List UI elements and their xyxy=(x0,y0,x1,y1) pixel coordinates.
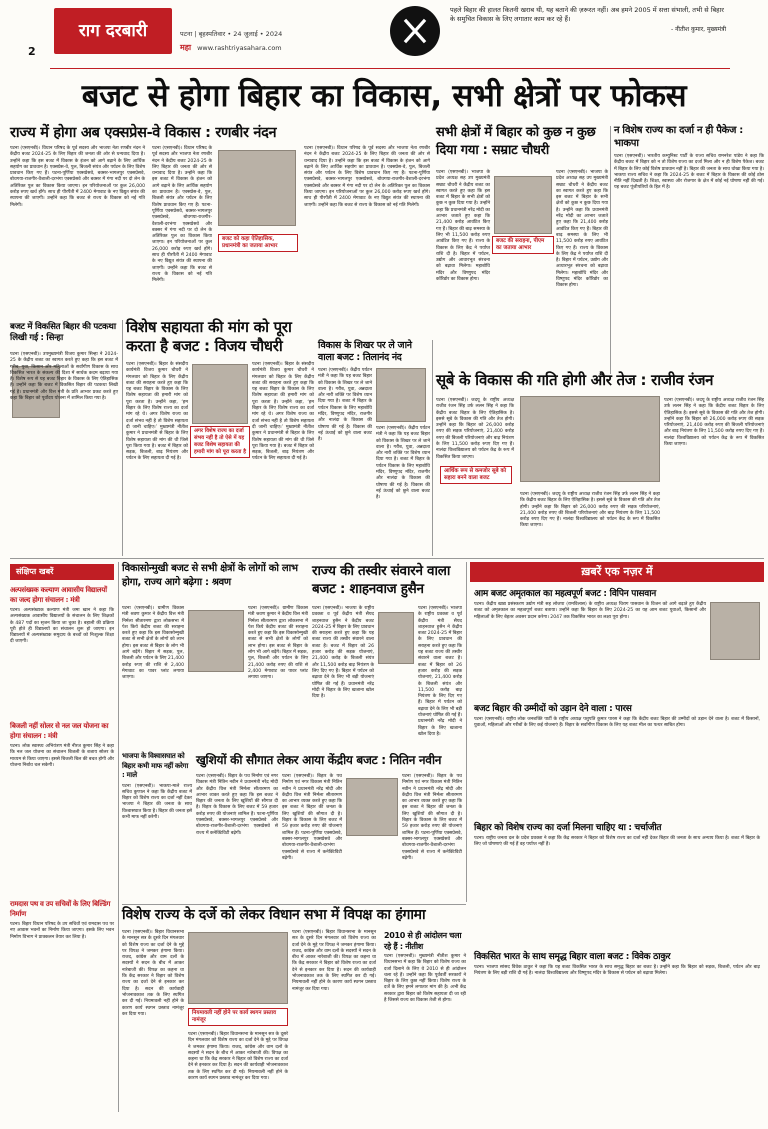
article-body: पटना (एसएनबी)। ग्रामीण विकास मंत्री श्रवण कुमार ने केंद्रीय वित्त मंत्री निर्मला सीतारमण द्वारा लोकसभा में पेश किये केंद्रीय बजट की सराहना करते हुए कहा कि इस विकासोन्मुखी बजट से सभी क्षेत्रों के लोगों को लाभ होगा। इस बजट से बिहार के लोग भी आगे बढ़ेंगे। बिहार में सड़क, पुल, बिजली और पर्यटन के लिए 21,400 करोड़ रुपए की राशि से 2,400 मेगावाट का पावर प्लांट लगाया जाएगा। xyxy=(122,606,184,681)
article-body-col2: पटना (एसएनबी)। भाजपा के राष्ट्रीय प्रवक्ता व पूर्व केंद्रीय मंत्री सैयद शाहनवाज हुसैन ने केंद्रीय बजट 2024-25 में बिहार के लिए प्रावधान की सराहना करते हुए कहा कि यह बजट राज्य की तस्वीर संवारने वाला बजट है। बजट में बिहार को 26 हजार करोड़ की सड़क योजनाएं, 21,400 करोड़ के बिजली संयंत्र और 11,500 करोड़ बाढ़ नियंत्रण के लिए दिए गए हैं। बिहार में पर्यटन को बढ़ावा देने के लिए भी बड़ी योजनाएं घोषित की गई हैं। प्रधानमंत्री नरेंद्र मोदी ने बिहार के लिए खजाना खोल दिया है। xyxy=(418,606,462,737)
article-body: पटना (एसएनबी)। भाकपा-माले राज्य सचिव कुणाल ने कहा कि केंद्रीय बजट में बिहार को विशेष राज्य का दर्जा नहीं देकर भाजपा ने बिहार की जनता के साथ विश्वासघात किया है। बिहार की जनता इसे कभी माफ नहीं करेगी। xyxy=(122,783,192,820)
article-headline: विकासोन्मुखी बजट से सभी क्षेत्रों के लोगों को लाभ होगा, राज्य आगे बढ़ेगा : श्रवण xyxy=(122,563,298,588)
article-samrat xyxy=(436,124,608,314)
article-shravan xyxy=(122,562,308,748)
glance-item xyxy=(470,822,764,946)
column-divider xyxy=(122,320,123,556)
article-male xyxy=(122,752,192,872)
article-body: पटना (एसएनबी)। बिहार विधानसभा के मानसून सत्र के दूसरे दिन मंगलवार को विशेष राज्य का दर्जा देने के मुद्दे पर विपक्ष ने जमकर हंगामा किया। राजद, कांग्रेस और वाम दलों के सदस्यों ने सदन के बीच में आकर नारेबाजी की। विपक्ष का कहना था कि केंद्र सरकार ने बिहार को विशेष राज्य का दर्जा देने से इनकार कर दिया है। सदन की कार्यवाही भोजनावकाश तक के लिए स्थगित कर दी गई। नियमावली नहीं होने के कारण कार्य स्थगन प्रस्ताव नामंजूर कर दिया गया। xyxy=(122,930,184,1017)
article-body: पटना (एसएनबी)। बिहार के पथ निर्माण एवं नगर विकास मंत्री नितिन नवीन ने प्रधानमंत्री नरेंद्र मोदी और केंद्रीय वित्त मंत्री निर्मला सीतारमण का आभार व्यक्त करते हुए कहा कि इस बजट ने बिहार की जनता के लिए खुशियों की सौगात दी है। बिहार के विकास के लिए बजट में 59 हजार करोड़ रुपए की योजनाएं शामिल हैं। पटना-पूर्णिया एक्सप्रेसवे, बक्सर-भागलपुर एक्सप्रेसवे और बोधगया-राजगीर-वैशाली-दरभंगा एक्सप्रेसवे से राज्य में कनेक्टिविटी बढ़ेगी। xyxy=(196,774,278,836)
column-divider xyxy=(610,126,611,374)
sidebar-item xyxy=(10,900,114,1072)
article-nitish xyxy=(384,930,466,1116)
article-sinha xyxy=(10,322,118,554)
article-headline: 2010 से ही आंदोलन चला रहे हैं : नीतीश xyxy=(384,931,462,951)
glance-item-headline: विकसित भारत के साथ समृद्ध बिहार वाला बजट : विवेक ठाकुर xyxy=(474,952,671,962)
article-headline: सभी क्षेत्रों में बिहार को कुछ न कुछ दिया गया : सम्राट चौधरी xyxy=(436,125,596,158)
article-ranbir xyxy=(10,124,430,314)
article-headline: विशेष राज्य के दर्जे को लेकर विधान सभा में विपक्ष का हंगामा xyxy=(122,907,426,923)
sidebar-item-headline: बिजली नहीं सोलर से नल जल योजना का होगा संचालन : मंत्री xyxy=(10,722,109,740)
masthead-info xyxy=(180,30,415,56)
article-body: पटना (एसएनबी)। विधान परिषद के पूर्व सदस्य और भाजपा नेता रणबीर नंदन ने केंद्रीय बजट 2024-25 के लिए बिहार की जनता की ओर से धन्यवाद दिया है। उन्होंने कहा कि इस बजट में विकास के इंजन को आगे बढ़ाने के लिए आर्थिक सहयोग का प्रावधान है। एक्सप्रेस-वे, पुल, बिजली संयंत्र और पर्यटन के लिए विशेष प्रावधान किए गए हैं। पटना-पूर्णिया एक्सप्रेसवे, बक्सर-भागलपुर एक्सप्रेसवे, बोधगया-राजगीर-वैशाली-दरभंगा एक्सप्रेसवे और बक्सर में गंगा नदी पर दो लेन के अतिरिक्त पुल का विकास किया जाएगा। इन परियोजनाओं पर कुल 26,000 करोड़ रुपए खर्च होंगे। साथ ही पीरपैंती में 2400 मेगावाट के नए विद्युत संयंत्र की स्थापना की जाएगी। उन्होंने कहा कि बजट से राज्य के विकास को नई गति मिलेगी। xyxy=(10,146,145,208)
news-glance xyxy=(470,562,764,1114)
article-photo xyxy=(520,396,660,482)
sidebar-item-body: पटना। अल्पसंख्यक कल्याण मंत्री जमा खान ने कहा कि अल्पसंख्यक आवासीय विद्यालयों के संचालन के लिए शिक्षकों के 487 पदों का सृजन किया जा चुका है। बहाली की प्रक्रिया पूरी होते ही विद्यालयों का संचालन शुरू हो जाएगा। इन विद्यालयों में अल्पसंख्यक समुदाय के बच्चों को निःशुल्क शिक्षा दी जाएगी। xyxy=(10,608,114,645)
x-logo-icon xyxy=(390,6,440,56)
sidebar-item-headline: रामदास पथ व उप सचिवों के लिए बिल्डिंग निर्माण xyxy=(10,900,111,918)
section-name: राग दरबारी xyxy=(78,20,148,41)
article-tilanand xyxy=(318,340,430,556)
photo-caption: बजट की सराहना, पीएम का जताया आभार xyxy=(492,236,554,254)
article-body: पटना (एसएनबी)। मुख्यमंत्री नीतीश कुमार ने विधानसभा में कहा कि बिहार को विशेष राज्य का दर्जा दिलाने के लिए वे 2010 से ही आंदोलन चला रहे हैं। उन्होंने कहा कि पूर्ववर्ती सरकारों ने बिहार के लिए कुछ नहीं किया। विशेष राज्य के दर्जे के लिए हमने लगातार मांग की है। अभी केंद्र सरकार द्वारा बिहार को विशेष सहायता दी जा रही है जिससे राज्य का विकास तेजी से होगा। xyxy=(384,954,466,1004)
column-divider xyxy=(466,562,467,902)
article-photo xyxy=(218,150,296,226)
article-body-col2: पटना (एसएनबी)। बिहार के पथ निर्माण एवं नगर विकास मंत्री नितिन नवीन ने प्रधानमंत्री नरेंद्र मोदी और केंद्रीय वित्त मंत्री निर्मला सीतारमण का आभार व्यक्त करते हुए कहा कि इस बजट ने बिहार की जनता के लिए खुशियों की सौगात दी है। बिहार के विकास के लिए बजट में 59 हजार करोड़ रुपए की योजनाएं शामिल हैं। पटना-पूर्णिया एक्सप्रेसवे, बक्सर-भागलपुर एक्सप्रेसवे और बोधगया-राजगीर-वैशाली-दरभंगा एक्सप्रेसवे से राज्य में कनेक्टिविटी बढ़ेगी। xyxy=(282,774,342,861)
page-number: 2 xyxy=(28,45,36,58)
article-body-col2: पटना (एसएनबी)। बिहार के संसदीय कार्यमंत्री विजय कुमार चौधरी ने मंगलवार को बिहार के लिए केंद्रीय बजट की सराहना करते हुए कहा कि यह बजट बिहार के विकास के लिए विशेष सहायता की हमारी मांग को पूरा करता है। उन्होंने कहा, ‘हम बिहार के लिए विशेष राज्य का दर्जा मांग रहे थे। अगर विशेष राज्य का दर्जा संभव नहीं है तो विशेष सहायता दी जानी चाहिए।’ मुख्यमंत्री नीतीश कुमार ने प्रधानमंत्री से बिहार के लिए विशेष सहायता की मांग की थी जिसे पूरा किया गया है। बजट में बिहार को सड़क, बिजली, बाढ़ नियंत्रण और पर्यटन के लिए सहायता दी गई है। xyxy=(252,362,314,462)
article-vijay xyxy=(126,318,314,556)
glance-item-headline: बिहार को विशेष राज्य का दर्जा मिलना चाहिए था : चर्चाजीत xyxy=(474,823,662,833)
article-body-col2: पटना (एसएनबी)। भाजपा के प्रदेश अध्यक्ष सह उप मुख्यमंत्री सम्राट चौधरी ने केंद्रीय बजट का स्वागत करते हुए कहा कि इस बजट में बिहार के सभी क्षेत्रों को कुछ न कुछ दिया गया है। उन्होंने कहा कि प्रधानमंत्री नरेंद्र मोदी का आभार जताते हुए कहा कि 21,400 करोड़ आवंटित किए गए हैं। बिहार की बाढ़ समस्या के लिए भी 11,500 करोड़ रुपए आवंटित किए गए हैं। राज्य के विकास के लिए केंद्र ने पर्याप्त राशि दी है। बिहार में पर्यटन, उद्योग और आधारभूत संरचना को बढ़ावा मिलेगा। महाबोधि मंदिर और विष्णुपद मंदिर कॉरिडोर का विकास होगा। xyxy=(556,170,608,289)
photo-caption: बजट को कहा ऐतिहासिक, प्रधानमंत्री का जताया आभार xyxy=(218,234,298,252)
column-divider xyxy=(118,562,119,1112)
quote-text: पहले बिहार की हालत कितनी खराब थी, यह बताने की ज़रूरत नहीं। अब हमने 2005 में सत्ता संभाली, तभी से बिहार के समुचित विकास के लिए लगातार काम कर रहे हैं। xyxy=(450,6,724,23)
sidebar-item-headline: अल्पसंख्यक कल्याण आवासीय विद्यालयों का जल्द होगा संचालन : मंत्री xyxy=(10,586,107,604)
sidebar-item-body: पटना। लोक स्वास्थ्य अभियंत्रण मंत्री नीरज कुमार सिंह ने कहा कि नल जल योजना का संचालन बिजली के बजाय सोलर के माध्यम से किया जाएगा। इससे बिजली बिल की बचत होगी और योजना निर्बाध चल सकेगी। xyxy=(10,744,114,768)
photo-caption: नियमावली नहीं होने पर कार्य स्थगन प्रस्ताव नामंजूर xyxy=(188,1008,288,1026)
article-headline: खुशियों की सौगात लेकर आया केंद्रीय बजट : नितिन नवीन xyxy=(196,753,442,767)
glance-item-headline: बजट बिहार की उम्मीदों को उड़ान देने वाला : पारस xyxy=(474,704,632,714)
glance-item-body: पटना। केंद्रीय खाद्य प्रसंस्करण उद्योग मंत्री सह लोजपा (रामविलास) के राष्ट्रीय अध्यक्ष चिराग पासवान के विजन को आगे बढ़ाते हुए केंद्रीय बजट को अमृतकाल का महत्वपूर्ण बजट बताया। उन्होंने कहा कि बिहार के लिए 2024-25 का यह आम बजट युवाओं, किसानों और महिलाओं के लिए बेहतर अवसर प्रदान करेगा। 2047 तक विकसित भारत का लक्ष्य पूरा होगा। xyxy=(474,602,706,620)
article-body: पटना (एसएनबी)। केंद्रीय पर्यटन मंत्री ने कहा कि यह बजट बिहार को विकास के शिखर पर ले जाने वाला है। गरीब, युवा, अन्नदाता और नारी शक्ति पर विशेष ध्यान दिया गया है। बजट में बिहार के पर्यटन विकास के लिए महाबोधि मंदिर, विष्णुपद मंदिर, राजगीर और नालंदा के विकास की घोषणा की गई है। विकास की नई ऊंचाई को छूने वाला बजट है। xyxy=(318,368,372,443)
quote-author: - नीतीश कुमार, मुख्यमंत्री xyxy=(671,26,726,33)
article-photo xyxy=(378,612,414,664)
article-body: पटना (एसएनबी)। उपमुख्यमंत्री विजय कुमार सिन्हा ने 2024-25 के केंद्रीय बजट का स्वागत करते हुए कहा कि इस बजट में गरीब, युवा, किसान और महिलाओं के सर्वांगीण विकास के साथ विकसित भारत के संकल्प की दिशा में सार्थक कदम बढ़ाया गया है। विशेष रूप से यह बजट बिहार के विकास के लिए ऐतिहासिक है। उन्होंने कहा कि बजट में विकसित बिहार की पटकथा लिखी गई है। प्रधानमंत्री और वित्त मंत्री के प्रति आभार प्रकट करते हुए कहा कि बिहार को पूर्वोदय योजना में शामिल किया गया है। xyxy=(10,352,118,402)
sidebar-item xyxy=(10,722,114,894)
article-body-col3: पटना (एसएनबी)। विधान परिषद के पूर्व सदस्य और भाजपा नेता रणबीर नंदन ने केंद्रीय बजट 2024-25 के लिए बिहार की जनता की ओर से धन्यवाद दिया है। उन्होंने कहा कि इस बजट में विकास के इंजन को आगे बढ़ाने के लिए आर्थिक सहयोग का प्रावधान है। एक्सप्रेस-वे, पुल, बिजली संयंत्र और पर्यटन के लिए विशेष प्रावधान किए गए हैं। पटना-पूर्णिया एक्सप्रेसवे, बक्सर-भागलपुर एक्सप्रेसवे, बोधगया-राजगीर-वैशाली-दरभंगा एक्सप्रेसवे और बक्सर में गंगा नदी पर दो लेन के अतिरिक्त पुल का विकास किया जाएगा। इन परियोजनाओं पर कुल 26,000 करोड़ रुपए खर्च होंगे। साथ ही पीरपैंती में 2400 मेगावाट के नए विद्युत संयंत्र की स्थापना की जाएगी। उन्होंने कहा कि बजट से राज्य के विकास को नई गति मिलेगी। xyxy=(304,146,430,208)
article-body-col3: पटना (एसएनबी)। बिहार के पथ निर्माण एवं नगर विकास मंत्री नितिन नवीन ने प्रधानमंत्री नरेंद्र मोदी और केंद्रीय वित्त मंत्री निर्मला सीतारमण का आभार व्यक्त करते हुए कहा कि इस बजट ने बिहार की जनता के लिए खुशियों की सौगात दी है। बिहार के विकास के लिए बजट में 59 हजार करोड़ रुपए की योजनाएं शामिल हैं। पटना-पूर्णिया एक्सप्रेसवे, बक्सर-भागलपुर एक्सप्रेसवे और बोधगया-राजगीर-वैशाली-दरभंगा एक्सप्रेसवे से राज्य में कनेक्टिविटी बढ़ेगी। xyxy=(402,774,462,861)
location-date: पटना | बृहस्पतिवार • 24 जुलाई • 2024 xyxy=(180,30,283,38)
glance-item xyxy=(470,588,764,698)
article-body-col2: पटना (एसएनबी)। विधान परिषद के पूर्व सदस्य और भाजपा नेता रणबीर नंदन ने केंद्रीय बजट 2024-25 के लिए बिहार की जनता की ओर से धन्यवाद दिया है। उन्होंने कहा कि इस बजट में विकास के इंजन को आगे बढ़ाने के लिए आर्थिक सहयोग का प्रावधान है। एक्सप्रेस-वे, पुल, बिजली संयंत्र और पर्यटन के लिए विशेष प्रावधान किए गए हैं। पटना-पूर्णिया एक्सप्रेसवे, बक्सर-भागलपुर एक्सप्रेसवे, बोधगया-राजगीर-वैशाली-दरभंगा एक्सप्रेसवे और बक्सर में गंगा नदी पर दो लेन के अतिरिक्त पुल का विकास किया जाएगा। इन परियोजनाओं पर कुल 26,000 करोड़ रुपए खर्च होंगे। साथ ही पीरपैंती में 2400 मेगावाट के नए विद्युत संयंत्र की स्थापना की जाएगी। उन्होंने कहा कि बजट से राज्य के विकास को नई गति मिलेगी। xyxy=(152,146,212,284)
banner-headline: बजट से होगा बिहार का विकास, सभी क्षेत्रों पर फोकस xyxy=(81,78,687,114)
article-shahnawaz xyxy=(312,562,462,748)
article-body-col3: पटना (एसएनबी)। बिहार विधानसभा के मानसून सत्र के दूसरे दिन मंगलवार को विशेष राज्य का दर्जा देने के मुद्दे पर विपक्ष ने जमकर हंगामा किया। राजद, कांग्रेस और वाम दलों के सदस्यों ने सदन के बीच में आकर नारेबाजी की। विपक्ष का कहना था कि केंद्र सरकार ने बिहार को विशेष राज्य का दर्जा देने से इनकार कर दिया है। सदन की कार्यवाही भोजनावकाश तक के लिए स्थगित कर दी गई। नियमावली नहीं होने के कारण कार्य स्थगन प्रस्ताव नामंजूर कर दिया गया। xyxy=(292,930,376,992)
article-body: पटना (एसएनबी)। जदयू के राष्ट्रीय अध्यक्ष राजीव रंजन सिंह उर्फ ललन सिंह ने कहा कि केंद्रीय बजट बिहार के लिए ऐतिहासिक है। इससे सूबे के विकास की गति और तेज होगी। उन्होंने कहा कि बिहार को 26,000 करोड़ रुपए की सड़क परियोजनाएं, 21,400 करोड़ रुपए की बिजली परियोजनाएं और बाढ़ नियंत्रण के लिए 11,500 करोड़ रुपए दिए गए हैं। नालंदा विश्वविद्यालय को पर्यटन केंद्र के रूप में विकसित किया जाएगा। xyxy=(436,398,514,460)
article-body-col3: पटना (एसएनबी)। जदयू के राष्ट्रीय अध्यक्ष राजीव रंजन सिंह उर्फ ललन सिंह ने कहा कि केंद्रीय बजट बिहार के लिए ऐतिहासिक है। इससे सूबे के विकास की गति और तेज होगी। उन्होंने कहा कि बिहार को 26,000 करोड़ रुपए की सड़क परियोजनाएं, 21,400 करोड़ रुपए की बिजली परियोजनाएं और बाढ़ नियंत्रण के लिए 11,500 करोड़ रुपए दिए गए हैं। नालंदा विश्वविद्यालय को पर्यटन केंद्र के रूप में विकसित किया जाएगा। xyxy=(664,398,764,448)
article-nitin xyxy=(196,752,462,902)
column-divider xyxy=(432,340,433,556)
article-body: पटना (एसएनबी)। भाजपा के राष्ट्रीय प्रवक्ता व पूर्व केंद्रीय मंत्री सैयद शाहनवाज हुसैन ने केंद्रीय बजट 2024-25 में बिहार के लिए प्रावधान की सराहना करते हुए कहा कि यह बजट राज्य की तस्वीर संवारने वाला बजट है। बजट में बिहार को 26 हजार करोड़ की सड़क योजनाएं, 21,400 करोड़ के बिजली संयंत्र और 11,500 करोड़ बाढ़ नियंत्रण के लिए दिए गए हैं। बिहार में पर्यटन को बढ़ावा देने के लिए भी बड़ी योजनाएं घोषित की गई हैं। प्रधानमंत्री नरेंद्र मोदी ने बिहार के लिए खजाना खोल दिया है। xyxy=(312,606,374,700)
article-body-col2: पटना (एसएनबी)। केंद्रीय पर्यटन मंत्री ने कहा कि यह बजट बिहार को विकास के शिखर पर ले जाने वाला है। गरीब, युवा, अन्नदाता और नारी शक्ति पर विशेष ध्यान दिया गया है। बजट में बिहार के पर्यटन विकास के लिए महाबोधि मंदिर, विष्णुपद मंदिर, राजगीर और नालंदा के विकास की घोषणा की गई है। विकास की नई ऊंचाई को छूने वाला बजट है। xyxy=(376,426,430,501)
sidebar-header-label: संक्षिप्त खबरें xyxy=(16,567,54,577)
mast-rule xyxy=(50,68,730,69)
glance-item-photo xyxy=(710,602,760,660)
article-photo xyxy=(346,778,398,836)
article-body: पटना (एसएनबी)। भारतीय कम्युनिस्ट पार्टी के राज्य सचिव रामनरेश पांडेय ने कहा कि केंद्रीय बजट में बिहार को न तो विशेष राज्य का दर्जा मिला और न ही विशेष पैकेज। बजट में बिहार के लिए कोई विशेष प्रावधान नहीं है। बिहार की जनता के साथ धोखा किया गया है। भाकपा राज्य सचिव ने कहा कि 2024-25 के बजट में बिहार के विकास की कोई ठोस नीति नहीं दिखती है। शिक्षा, स्वास्थ्य और रोजगार के क्षेत्र में कोई नई घोषणा नहीं की गई। यह बजट पूंजीपतियों के हित में है। xyxy=(614,154,764,191)
article-headline: राज्य की तस्वीर संवारने वाला बजट : शाहनवाज हुसैन xyxy=(312,563,451,597)
article-body: पटना (एसएनबी)। बिहार के संसदीय कार्यमंत्री विजय कुमार चौधरी ने मंगलवार को बिहार के लिए केंद्रीय बजट की सराहना करते हुए कहा कि यह बजट बिहार के विकास के लिए विशेष सहायता की हमारी मांग को पूरा करता है। उन्होंने कहा, ‘हम बिहार के लिए विशेष राज्य का दर्जा मांग रहे थे। अगर विशेष राज्य का दर्जा संभव नहीं है तो विशेष सहायता दी जानी चाहिए।’ मुख्यमंत्री नीतीश कुमार ने प्रधानमंत्री से बिहार के लिए विशेष सहायता की मांग की थी जिसे पूरा किया गया है। बजट में बिहार को सड़क, बिजली, बाढ़ नियंत्रण और पर्यटन के लिए सहायता दी गई है। xyxy=(126,362,188,462)
article-photo xyxy=(188,932,288,1004)
website[interactable]: www.rashtriyasahara.com xyxy=(197,43,282,52)
masthead xyxy=(0,0,768,72)
row-divider xyxy=(10,558,764,559)
glance-item-headline: आम बजट अमृतकाल का महत्वपूर्ण बजट : विपिन पासवान xyxy=(474,589,656,599)
section-badge xyxy=(54,8,172,54)
sidebar-brief xyxy=(10,564,114,1114)
article-headline: राज्य में होगा अब एक्सप्रेस-वे विकास : रणबीर नंदन xyxy=(10,125,277,141)
article-headline: बजट में विकसित बिहार की पटकथा लिखी गई : सिन्हा xyxy=(10,322,116,343)
glance-item-body: पटना (एसएनबी)। राष्ट्रीय लोक जनशक्ति पार्टी के राष्ट्रीय अध्यक्ष पशुपति कुमार पारस ने कहा कि केंद्रीय बजट बिहार की उम्मीदों को उड़ान देने वाला है। बजट में किसानों, युवाओं, महिलाओं और गरीबों के लिए कई योजनाएं हैं। बिहार के सर्वांगीण विकास के लिए यह बजट मील का पत्थर साबित होगा। xyxy=(474,717,760,729)
sidebar-header xyxy=(10,564,114,580)
article-headline: सूबे के विकास की गति होगी और तेज : राजीव रंजन xyxy=(436,371,714,389)
article-headline: विकास के शिखर पर ले जाने वाला बजट : तिलानंद नंद xyxy=(318,340,412,363)
article-body: पटना (एसएनबी)। भाजपा के प्रदेश अध्यक्ष सह उप मुख्यमंत्री सम्राट चौधरी ने केंद्रीय बजट का स्वागत करते हुए कहा कि इस बजट में बिहार के सभी क्षेत्रों को कुछ न कुछ दिया गया है। उन्होंने कहा कि प्रधानमंत्री नरेंद्र मोदी का आभार जताते हुए कहा कि 21,400 करोड़ आवंटित किए गए हैं। बिहार की बाढ़ समस्या के लिए भी 11,500 करोड़ रुपए आवंटित किए गए हैं। राज्य के विकास के लिए केंद्र ने पर्याप्त राशि दी है। बिहार में पर्यटन, उद्योग और आधारभूत संरचना को बढ़ावा मिलेगा। महाबोधि मंदिर और विष्णुपद मंदिर कॉरिडोर का विकास होगा। xyxy=(436,170,490,283)
glance-item-body: पटना। भाजपा सांसद विवेक ठाकुर ने कहा कि यह बजट विकसित भारत के साथ समृद्ध बिहार का बजट है। उन्होंने कहा कि बिहार को सड़क, बिजली, पर्यटन और बाढ़ नियंत्रण के लिए बड़ी राशि दी गई है। नालंदा विश्वविद्यालय और विष्णुपद मंदिर के विकास से पर्यटन को बढ़ावा मिलेगा। xyxy=(474,965,760,977)
article-photo xyxy=(192,364,248,424)
sidebar-item-body: पटना। बिहार विधान परिषद के उप सचिवों एवं रामदास पथ पर नए आवास भवनों का निर्माण किया जाएगा। इसके लिए भवन निर्माण विभाग ने प्राक्कलन तैयार कर लिया है। xyxy=(10,922,114,940)
article-headline: न विशेष राज्य का दर्जा न ही पैकेज : भाकपा xyxy=(614,125,743,149)
article-headline: विशेष सहायता की मांग को पूरा करता है बजट : विजय चौधरी xyxy=(126,318,292,355)
glance-item xyxy=(470,703,764,817)
article-photo xyxy=(494,176,552,234)
article-body-col2: पटना (एसएनबी)। जदयू के राष्ट्रीय अध्यक्ष राजीव रंजन सिंह उर्फ ललन सिंह ने कहा कि केंद्रीय बजट बिहार के लिए ऐतिहासिक है। इससे सूबे के विकास की गति और तेज होगी। उन्होंने कहा कि बिहार को 26,000 करोड़ रुपए की सड़क परियोजनाएं, 21,400 करोड़ रुपए की बिजली परियोजनाएं और बाढ़ नियंत्रण के लिए 11,500 करोड़ रुपए दिए गए हैं। नालंदा विश्वविद्यालय को पर्यटन केंद्र के रूप में विकसित किया जाएगा। xyxy=(520,492,660,529)
article-body-col2: पटना (एसएनबी)। बिहार विधानसभा के मानसून सत्र के दूसरे दिन मंगलवार को विशेष राज्य का दर्जा देने के मुद्दे पर विपक्ष ने जमकर हंगामा किया। राजद, कांग्रेस और वाम दलों के सदस्यों ने सदन के बीच में आकर नारेबाजी की। विपक्ष का कहना था कि केंद्र सरकार ने बिहार को विशेष राज्य का दर्जा देने से इनकार कर दिया है। सदन की कार्यवाही भोजनावकाश तक के लिए स्थगित कर दी गई। नियमावली नहीं होने के कारण कार्य स्थगन प्रस्ताव नामंजूर कर दिया गया। xyxy=(188,1032,288,1082)
glance-item-body: पटना। राष्ट्रीय जनता दल के प्रदेश प्रवक्ता ने कहा कि केंद्र सरकार ने बिहार को विशेष राज्य का दर्जा नहीं देकर बिहार की जनता के साथ अन्याय किया है। बजट में बिहार के लिए जो घोषणाएं की गई हैं वह पर्याप्त नहीं हैं। xyxy=(474,836,760,848)
article-cpi xyxy=(614,124,764,364)
sidebar-item xyxy=(10,586,114,716)
row-divider xyxy=(122,904,466,905)
photo-caption: अगर विशेष राज्य का दर्जा संभव नहीं है तो ऐसे में यह बजट विशेष सहायता की हमारी मांग को पूरा करता है xyxy=(190,426,250,458)
article-body-col2: पटना (एसएनबी)। ग्रामीण विकास मंत्री श्रवण कुमार ने केंद्रीय वित्त मंत्री निर्मला सीतारमण द्वारा लोकसभा में पेश किये केंद्रीय बजट की सराहना करते हुए कहा कि इस विकासोन्मुखी बजट से सभी क्षेत्रों के लोगों को लाभ होगा। इस बजट से बिहार के लोग भी आगे बढ़ेंगे। बिहार में सड़क, पुल, बिजली और पर्यटन के लिए 21,400 करोड़ रुपए की राशि से 2,400 मेगावाट का पावर प्लांट लगाया जाएगा। xyxy=(248,606,308,681)
article-headline: भाजपा के विश्वासघात को बिहार कभी माफ नहीं करेगा : माले xyxy=(122,752,189,779)
article-photo xyxy=(376,368,426,422)
article-rajiv xyxy=(436,370,764,556)
glance-item xyxy=(470,951,764,1065)
news-glance-header-label: ख़बरें एक नज़र में xyxy=(581,565,653,579)
masthead-quote xyxy=(450,6,726,60)
photo-caption: आर्थिक रूप से कमजोर सूबे को सहारा बनने वाला बजट xyxy=(440,466,512,484)
article-photo xyxy=(188,610,244,672)
paper-logo: महा xyxy=(180,43,192,53)
news-glance-header xyxy=(470,562,764,582)
